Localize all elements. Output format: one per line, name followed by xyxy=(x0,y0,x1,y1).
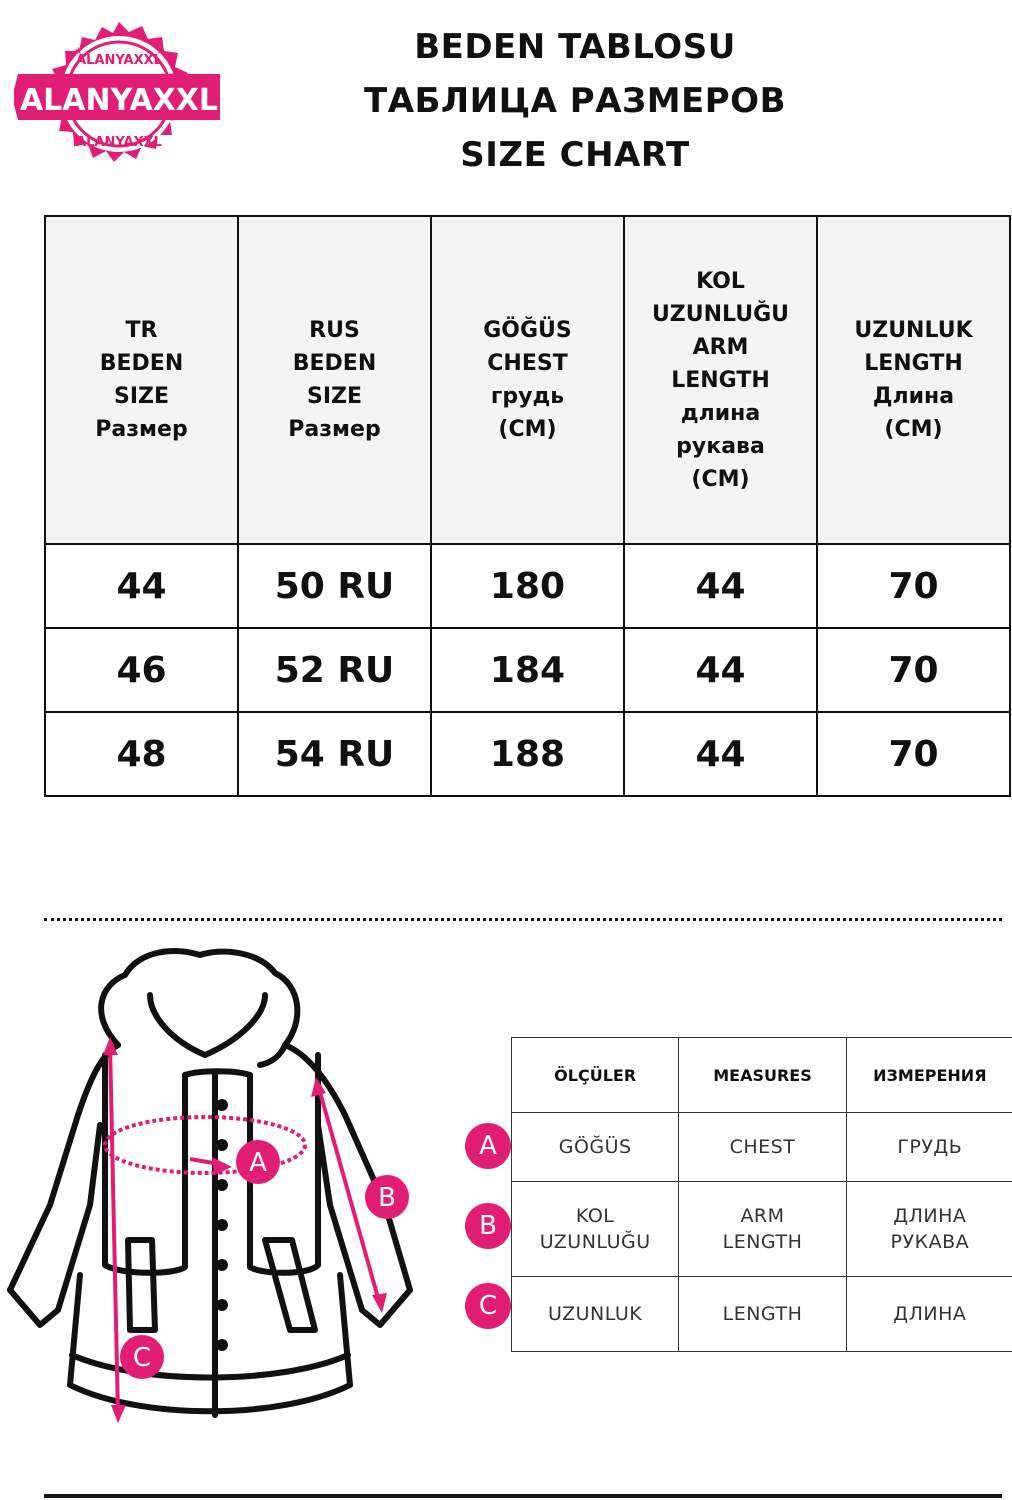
header-line: GÖĞÜS xyxy=(483,318,572,343)
cell-tr: GÖĞÜS xyxy=(512,1113,679,1182)
cell-rus-size: 54 RU xyxy=(238,712,431,796)
cell-line: UZUNLUĞU xyxy=(539,1231,651,1253)
title-en: SIZE CHART xyxy=(460,135,690,175)
cell-length: 70 xyxy=(817,544,1010,628)
cell-tr: UZUNLUK xyxy=(512,1277,679,1352)
cell-en xyxy=(679,1182,846,1277)
header-line: BEDEN xyxy=(292,351,377,376)
size-table xyxy=(44,215,1011,797)
table-row xyxy=(512,1113,1012,1182)
header-line: LENGTH xyxy=(671,367,770,393)
header-line: длина xyxy=(680,400,761,426)
cell-tr-size: 48 xyxy=(45,712,238,796)
cell-line: LENGTH xyxy=(722,1231,803,1253)
svg-text:★: ★ xyxy=(74,46,83,57)
header-line: LENGTH xyxy=(864,351,963,376)
header-line: Длина xyxy=(872,384,955,409)
table-row xyxy=(45,712,1010,796)
header-length xyxy=(817,216,1010,544)
size-table-header xyxy=(45,216,1010,544)
cell-arm-length: 44 xyxy=(624,544,817,628)
header-arm-length xyxy=(624,216,817,544)
cell-chest: 188 xyxy=(431,712,624,796)
header-line: (CM) xyxy=(498,417,557,442)
cell-tr-size: 46 xyxy=(45,628,238,712)
badge-a: A xyxy=(465,1123,511,1169)
coat-diagram xyxy=(0,945,430,1430)
cell-line: ARM xyxy=(740,1205,785,1227)
dotted-divider xyxy=(44,918,1002,921)
cell-length: 70 xyxy=(817,628,1010,712)
header-line: SIZE xyxy=(306,384,362,409)
cell-ru xyxy=(846,1182,1012,1277)
header-line: (CM) xyxy=(691,466,750,492)
cell-chest: 180 xyxy=(431,544,624,628)
hood-fur xyxy=(101,951,297,1065)
header-measures: MEASURES xyxy=(679,1038,846,1113)
logo-ring-bottom: ALANYAXXL xyxy=(76,135,162,150)
cell-line: ДЛИНА xyxy=(893,1205,967,1227)
diagram-label-a: A xyxy=(249,1148,267,1178)
header-tr-size xyxy=(45,216,238,544)
cell-en: LENGTH xyxy=(679,1277,846,1352)
table-row xyxy=(512,1182,1012,1277)
header-line: BEDEN xyxy=(99,351,184,376)
header-line: (CM) xyxy=(884,417,943,442)
alanyaxxl-logo xyxy=(14,18,224,188)
header-line: RUS xyxy=(309,318,360,343)
bottom-rule xyxy=(44,1494,1002,1498)
header-izmereniya: ИЗМЕРЕНИЯ xyxy=(846,1038,1012,1113)
cell-ru: ДЛИНА xyxy=(846,1277,1012,1352)
header-olculer: ÖLÇÜLER xyxy=(512,1038,679,1113)
title-block xyxy=(300,20,850,182)
cell-rus-size: 50 RU xyxy=(238,544,431,628)
logo-ring-top: ALANYAXXL xyxy=(76,53,162,68)
header-line: UZUNLUK xyxy=(854,318,973,343)
title-ru: ТАБЛИЦА РАЗМЕРОВ xyxy=(364,81,786,121)
table-row xyxy=(45,628,1010,712)
cell-tr-size: 44 xyxy=(45,544,238,628)
cell-line: KOL xyxy=(575,1205,615,1227)
header-line: ARM xyxy=(692,334,749,360)
table-row xyxy=(45,544,1010,628)
header-line: CHEST xyxy=(487,351,568,376)
badge-b: B xyxy=(465,1203,511,1249)
badge-c: C xyxy=(465,1283,511,1329)
header-chest xyxy=(431,216,624,544)
diagram-label-c: C xyxy=(132,1343,152,1373)
logo-text: ALANYAXXL xyxy=(19,83,219,118)
cell-length: 70 xyxy=(817,712,1010,796)
cell-arm-length: 44 xyxy=(624,712,817,796)
header-line: Размер xyxy=(288,417,381,442)
cell-en: CHEST xyxy=(679,1113,846,1182)
measures-header xyxy=(512,1038,1012,1113)
header-line: Размер xyxy=(95,417,188,442)
cell-arm-length: 44 xyxy=(624,628,817,712)
table-row xyxy=(512,1277,1012,1352)
header-line: SIZE xyxy=(113,384,169,409)
header-line: рукава xyxy=(676,433,765,459)
cell-rus-size: 52 RU xyxy=(238,628,431,712)
coat-body xyxy=(10,1045,410,1290)
header-line: UZUNLUĞU xyxy=(651,301,790,327)
header-line: грудь xyxy=(490,384,565,409)
header-line: TR xyxy=(125,318,158,343)
cell-ru: ГРУДЬ xyxy=(846,1113,1012,1182)
cell-chest: 184 xyxy=(431,628,624,712)
measures-table xyxy=(511,1037,1012,1352)
title-tr: BEDEN TABLOSU xyxy=(414,27,736,67)
header-line: KOL xyxy=(696,268,745,294)
diagram-label-b: B xyxy=(378,1183,396,1213)
header-rus-size xyxy=(238,216,431,544)
svg-text:★: ★ xyxy=(156,46,165,57)
cell-tr xyxy=(512,1182,679,1277)
cell-line: РУКАВА xyxy=(890,1231,970,1253)
